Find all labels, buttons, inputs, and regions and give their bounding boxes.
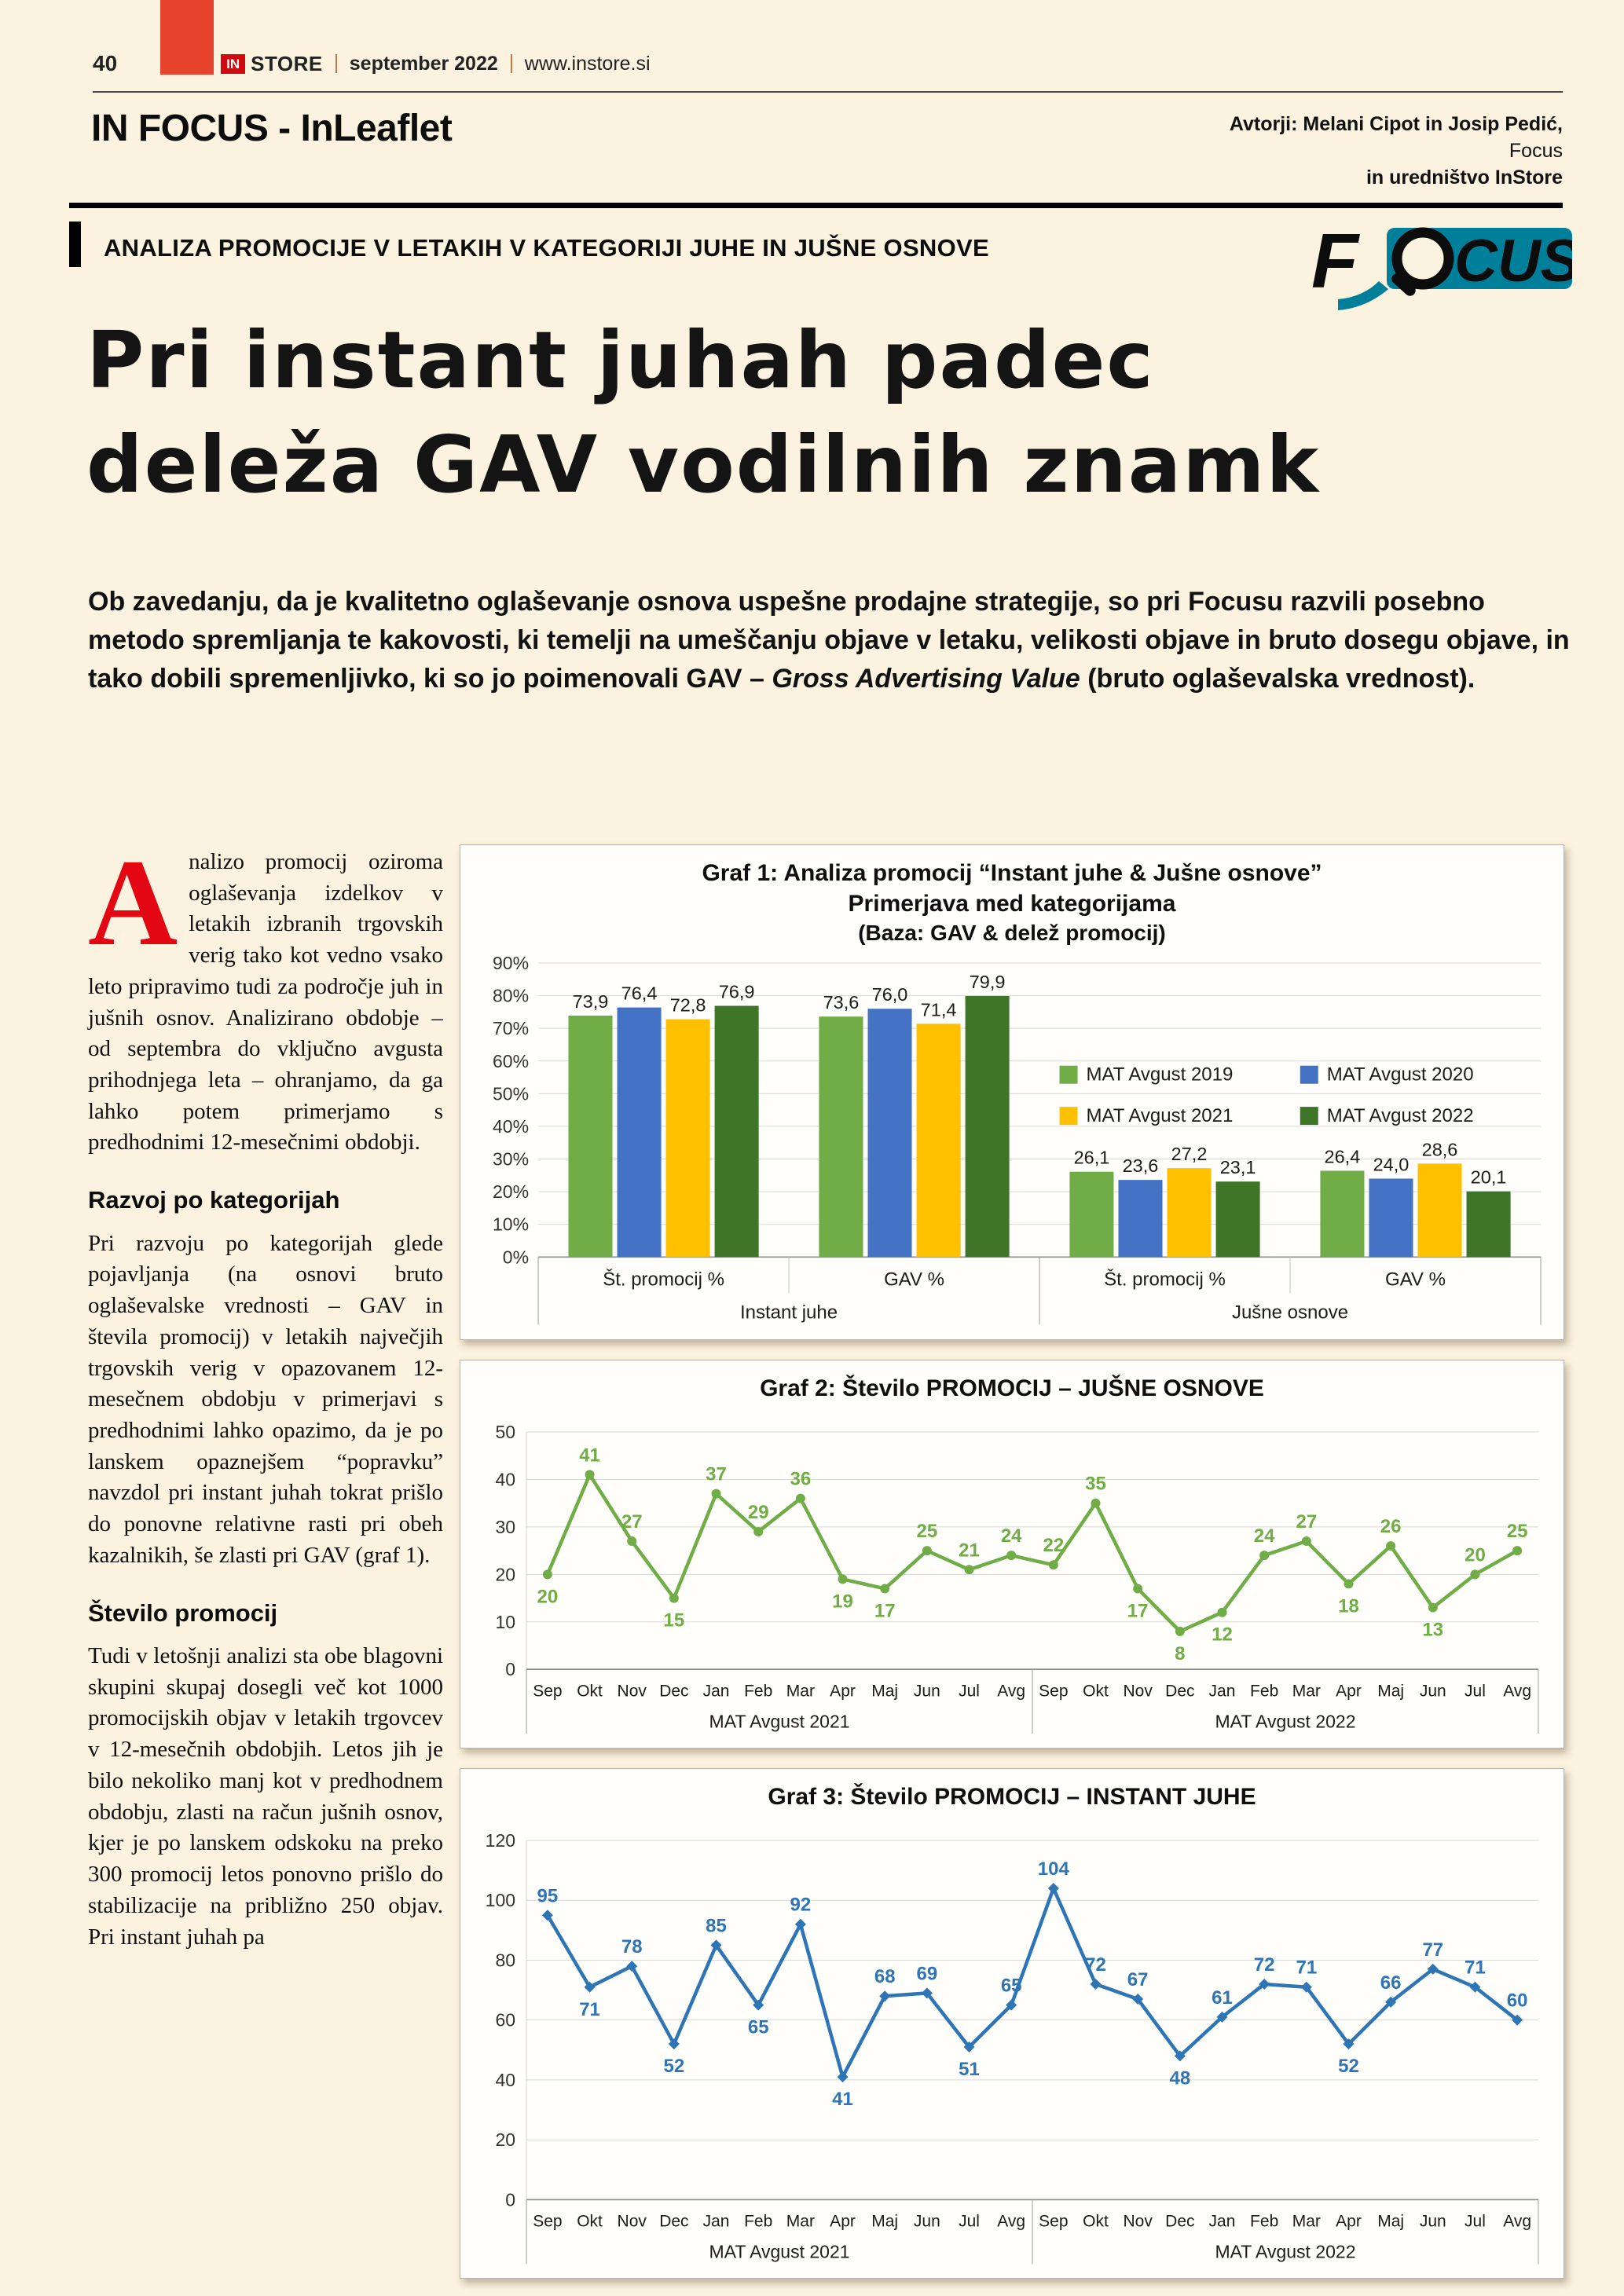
headline-line-2: deleža GAV vodilnih znamk [86, 419, 1320, 511]
svg-text:17: 17 [874, 1600, 896, 1622]
chart-box-graf2 [460, 1360, 1564, 1749]
svg-text:Jul: Jul [959, 1681, 980, 1700]
svg-text:Jul: Jul [1465, 1681, 1486, 1700]
focus-logo-letter-f: F [1311, 218, 1358, 304]
svg-text:Avg: Avg [997, 1681, 1026, 1700]
graf1-title-line1: Graf 1: Analiza promocij “Instant juhe & Jušne osnove” [702, 860, 1322, 886]
svg-text:Nov: Nov [1123, 1681, 1153, 1700]
divider [511, 54, 512, 73]
kicker-bar [69, 222, 81, 267]
svg-text:71: 71 [1465, 1957, 1486, 1979]
svg-text:24: 24 [1253, 1525, 1275, 1547]
svg-text:27: 27 [1296, 1511, 1318, 1532]
svg-text:79,9: 79,9 [969, 972, 1006, 993]
svg-text:25: 25 [1506, 1520, 1528, 1542]
issue-date: september 2022 [349, 52, 498, 75]
website-url: www.instore.si [524, 52, 651, 75]
svg-text:Feb: Feb [1250, 1681, 1279, 1700]
svg-text:77: 77 [1422, 1939, 1444, 1961]
svg-text:Jul: Jul [959, 2212, 980, 2231]
svg-text:20: 20 [1465, 1544, 1486, 1566]
graf2-title: Graf 2: Število PROMOCIJ – JUŠNE OSNOVE [760, 1375, 1264, 1401]
svg-text:Jun: Jun [913, 1681, 940, 1700]
svg-text:Dec: Dec [1165, 2212, 1195, 2231]
svg-text:Apr: Apr [1336, 1681, 1362, 1700]
focus-logo-graphic [1310, 211, 1572, 319]
graf1-title-line2: Primerjava med kategorijama [848, 891, 1176, 917]
svg-text:26,1: 26,1 [1073, 1148, 1110, 1169]
dropcap: A [88, 834, 178, 972]
authors-line: Focus [1509, 139, 1563, 162]
svg-text:30: 30 [495, 1516, 516, 1537]
svg-text:76,0: 76,0 [871, 984, 908, 1005]
svg-text:Jan: Jan [1208, 1681, 1236, 1700]
markers-and-labels [537, 1858, 1528, 2110]
svg-text:72: 72 [1253, 1954, 1275, 1976]
paragraph-razvoj: Pri razvoju po kategorijah glede pojavljanja (na osnovi bruto oglaševalske vrednosti – GAV in števila promocij) v letakih največjih trgovskih verig v opazovanem 12-mesečnem obdobju v primerjavi s predhodnimi lahko opazimo, da je po lanskem opaznejšem “popravku” navzdol pri instant juhah tokrat prišlo do ponovne relativne rasti pri obeh kazalnikih, še zlasti pri GAV (graf 1). [88, 1230, 443, 1568]
svg-text:71: 71 [579, 1998, 600, 2020]
svg-text:37: 37 [706, 1463, 727, 1485]
svg-text:Maj: Maj [1377, 2212, 1405, 2231]
svg-text:Sep: Sep [1039, 1681, 1069, 1700]
svg-text:Mar: Mar [1292, 2212, 1321, 2231]
svg-text:Št. promocij %: Št. promocij % [1104, 1269, 1226, 1291]
svg-text:MAT Avgust 2021: MAT Avgust 2021 [1086, 1105, 1234, 1127]
authors-line: Avtorji: Melani Cipot in Josip Pedić, [1229, 113, 1563, 135]
svg-text:17: 17 [1127, 1600, 1149, 1622]
svg-text:10%: 10% [493, 1214, 530, 1236]
svg-text:36: 36 [790, 1468, 812, 1490]
svg-text:Sep: Sep [533, 1681, 563, 1700]
svg-text:Apr: Apr [1336, 2212, 1362, 2231]
data-line [548, 1474, 1517, 1631]
svg-text:Dec: Dec [1165, 1681, 1195, 1700]
svg-text:76,4: 76,4 [621, 983, 658, 1004]
svg-text:Nov: Nov [617, 2212, 647, 2231]
svg-text:GAV %: GAV % [1385, 1269, 1446, 1291]
focus-logo [1310, 211, 1572, 319]
svg-text:Apr: Apr [830, 1681, 856, 1700]
svg-text:Jušne osnove: Jušne osnove [1231, 1302, 1349, 1324]
instore-logo-in-box: IN [221, 54, 245, 74]
svg-text:Okt: Okt [1083, 1681, 1109, 1700]
svg-text:Jul: Jul [1465, 2212, 1486, 2231]
svg-text:Maj: Maj [871, 1681, 899, 1700]
svg-text:80%: 80% [493, 985, 530, 1006]
svg-text:29: 29 [747, 1501, 769, 1523]
svg-text:40: 40 [495, 2069, 516, 2090]
svg-text:Jan: Jan [702, 2212, 730, 2231]
svg-text:MAT Avgust 2022: MAT Avgust 2022 [1215, 1711, 1356, 1732]
svg-text:Instant juhe: Instant juhe [739, 1302, 838, 1324]
svg-text:30%: 30% [493, 1148, 530, 1170]
lead-paragraph [88, 583, 1575, 698]
page-header [93, 47, 651, 80]
x-axis [538, 1258, 1541, 1325]
svg-text:70%: 70% [493, 1018, 530, 1039]
svg-text:21: 21 [959, 1540, 980, 1562]
svg-text:78: 78 [621, 1936, 643, 1958]
svg-text:Maj: Maj [871, 2212, 899, 2231]
svg-text:MAT Avgust 2021: MAT Avgust 2021 [709, 1711, 850, 1732]
svg-text:Jun: Jun [1419, 2212, 1446, 2231]
focus-logo-letters-cus: CUS [1454, 228, 1572, 295]
headline-line-1: Pri instant juhah padec [86, 314, 1155, 406]
svg-text:71,4: 71,4 [920, 999, 957, 1020]
svg-text:72: 72 [1085, 1954, 1106, 1976]
svg-text:13: 13 [1422, 1619, 1444, 1641]
svg-text:Dec: Dec [659, 2212, 689, 2231]
data-line [548, 1888, 1517, 2077]
divider [335, 54, 337, 73]
instore-logo-store: STORE [251, 51, 323, 75]
svg-text:27,2: 27,2 [1171, 1144, 1208, 1165]
svg-text:66: 66 [1380, 1972, 1402, 1994]
svg-text:Feb: Feb [744, 2212, 773, 2231]
svg-text:19: 19 [832, 1591, 853, 1613]
svg-text:41: 41 [832, 2089, 853, 2111]
svg-text:Jan: Jan [702, 1681, 730, 1700]
svg-text:73,6: 73,6 [823, 992, 860, 1013]
svg-text:73,9: 73,9 [572, 991, 609, 1013]
headline [86, 308, 1320, 517]
svg-text:52: 52 [663, 2056, 685, 2078]
subheading-razvoj: Razvoj po kategorijah [88, 1186, 340, 1214]
svg-text:Sep: Sep [533, 2212, 563, 2231]
svg-text:MAT Avgust 2019: MAT Avgust 2019 [1086, 1064, 1234, 1086]
svg-text:20: 20 [495, 1564, 516, 1585]
svg-text:61: 61 [1212, 1987, 1233, 2009]
svg-text:80: 80 [495, 1950, 516, 1971]
svg-text:41: 41 [579, 1445, 600, 1467]
gridlines [495, 1422, 1538, 1679]
svg-text:20: 20 [495, 2129, 516, 2151]
page-number: 40 [93, 51, 118, 75]
svg-text:Jan: Jan [1208, 2212, 1236, 2231]
svg-text:95: 95 [537, 1885, 559, 1907]
svg-text:18: 18 [1338, 1595, 1359, 1617]
svg-text:Okt: Okt [1083, 2212, 1109, 2231]
svg-text:Okt: Okt [577, 1681, 603, 1700]
svg-text:Nov: Nov [617, 1681, 647, 1700]
svg-text:8: 8 [1175, 1642, 1186, 1664]
svg-text:100: 100 [485, 1890, 516, 1911]
x-axis [526, 1669, 1538, 1734]
subheading-stevilo: Število promocij [88, 1598, 278, 1627]
svg-text:10: 10 [495, 1611, 516, 1632]
svg-text:20,1: 20,1 [1470, 1167, 1507, 1188]
instore-logo [221, 52, 323, 76]
svg-text:76,9: 76,9 [718, 981, 755, 1002]
svg-text:Nov: Nov [1123, 2212, 1153, 2231]
paragraph-text: nalizo promocij oziroma oglaševanja izdelkov v letakih izbranih trgovskih verig tako kot vedno vsako leto pripravimo tudi za področje juh in jušnih osnov. Analizirano obdobje – od septembra do vključno avgusta prihodnjega leta – ohranjamo, da ga lahko potem primerjamo s predhodnimi 12-mesečnimi obdobji. [88, 849, 443, 1155]
svg-text:Avg: Avg [997, 2212, 1026, 2231]
svg-text:23,6: 23,6 [1122, 1155, 1159, 1177]
svg-text:35: 35 [1085, 1473, 1106, 1495]
authors-block [1230, 112, 1563, 191]
svg-text:Mar: Mar [786, 1681, 815, 1700]
svg-text:Jun: Jun [913, 2212, 940, 2231]
graf1-bar-chart [471, 952, 1553, 1329]
svg-text:104: 104 [1037, 1858, 1069, 1880]
svg-text:67: 67 [1127, 1969, 1149, 1991]
svg-text:25: 25 [916, 1520, 938, 1542]
kicker-text: ANALIZA PROMOCIJE V LETAKIH V KATEGORIJI JUHE IN JUŠNE OSNOVE [104, 234, 989, 262]
svg-text:Avg: Avg [1503, 1681, 1532, 1700]
svg-text:MAT Avgust 2020: MAT Avgust 2020 [1326, 1064, 1474, 1086]
lead-text: Ob zavedanju, da je kvalitetno oglaševanje osnova uspešne prodajne strategije, so pri Focusu razvili posebno metodo spremljanja te kakovosti, ki temelji na umeščanju objave v letaku, velikosti objave in bruto dosegu objave, in tako dobili spremenljivko, ki so jo poimenovali GAV – [88, 587, 1570, 694]
graf3-line-chart [471, 1817, 1553, 2269]
svg-text:Okt: Okt [577, 2212, 603, 2231]
thick-rule [69, 203, 1563, 208]
svg-text:26,4: 26,4 [1324, 1146, 1361, 1167]
lead-text: (bruto oglaševalska vrednost). [1080, 663, 1476, 694]
gridlines [486, 1830, 1538, 2210]
svg-text:GAV %: GAV % [884, 1269, 944, 1291]
svg-text:Apr: Apr [830, 2212, 856, 2231]
svg-text:0%: 0% [502, 1247, 530, 1268]
svg-text:MAT Avgust 2022: MAT Avgust 2022 [1215, 2241, 1356, 2262]
graf2-line-chart [471, 1408, 1553, 1738]
svg-text:Št. promocij %: Št. promocij % [603, 1269, 724, 1291]
svg-text:MAT Avgust 2022: MAT Avgust 2022 [1326, 1105, 1474, 1127]
svg-text:15: 15 [663, 1609, 685, 1631]
svg-text:12: 12 [1212, 1624, 1233, 1646]
svg-text:52: 52 [1338, 2056, 1359, 2078]
svg-text:50%: 50% [493, 1083, 530, 1104]
header-rule [93, 91, 1563, 93]
paragraph-intro [88, 834, 443, 1159]
svg-text:120: 120 [485, 1830, 516, 1851]
svg-text:51: 51 [959, 2059, 980, 2081]
svg-text:24: 24 [1000, 1525, 1022, 1547]
svg-text:Dec: Dec [659, 1681, 689, 1700]
svg-text:0: 0 [505, 2189, 516, 2210]
svg-text:Mar: Mar [1292, 1681, 1321, 1700]
charts-column [460, 844, 1564, 2296]
svg-text:MAT Avgust 2021: MAT Avgust 2021 [709, 2241, 850, 2262]
svg-text:71: 71 [1296, 1957, 1318, 1979]
paragraph-stevilo: Tudi v letošnji analizi sta obe blagovni skupini skupaj dosegli več kot 1000 promocijskih objav v letakih trgovcev v 12-mesečnih obdobjih. Letos jih je bilo nekoliko manj kot v predhodnem obdobju, zlasti na račun jušnih osnov, kjer je po lanskem odskoku na preko 300 promocij letos ponovno prišlo do stabilizacije na približno 250 objav. Pri instant juhah pa [88, 1643, 443, 1950]
svg-text:Maj: Maj [1377, 1681, 1405, 1700]
svg-text:90%: 90% [493, 953, 530, 974]
svg-text:65: 65 [1000, 1975, 1022, 1997]
magnifier-lens-icon [1397, 233, 1449, 284]
svg-text:69: 69 [916, 1963, 938, 1985]
svg-text:0: 0 [505, 1658, 516, 1679]
svg-text:40: 40 [495, 1469, 516, 1490]
svg-text:92: 92 [790, 1894, 812, 1916]
svg-text:Feb: Feb [744, 1681, 773, 1700]
svg-text:Avg: Avg [1503, 2212, 1532, 2231]
svg-text:26: 26 [1380, 1515, 1402, 1537]
svg-text:27: 27 [621, 1511, 643, 1532]
section-title: IN FOCUS - InLeaflet [91, 108, 453, 149]
legend [1060, 1064, 1474, 1126]
chart-box-graf3 [460, 1768, 1564, 2279]
lead-italic-term: Gross Advertising Value [772, 663, 1080, 694]
svg-text:85: 85 [706, 1915, 727, 1937]
svg-text:Feb: Feb [1250, 2212, 1279, 2231]
svg-text:48: 48 [1169, 2067, 1191, 2089]
svg-text:Sep: Sep [1039, 2212, 1069, 2231]
svg-text:60: 60 [495, 2009, 516, 2031]
svg-text:23,1: 23,1 [1219, 1157, 1256, 1178]
svg-text:60%: 60% [493, 1051, 530, 1072]
svg-text:Mar: Mar [786, 2212, 815, 2231]
svg-text:20%: 20% [493, 1181, 530, 1203]
chart-box-graf1 [460, 844, 1564, 1340]
svg-text:68: 68 [874, 1966, 896, 1988]
svg-text:28,6: 28,6 [1421, 1139, 1458, 1160]
svg-text:20: 20 [537, 1586, 559, 1608]
svg-text:50: 50 [495, 1421, 516, 1442]
svg-text:40%: 40% [493, 1116, 530, 1137]
svg-text:Jun: Jun [1419, 1681, 1446, 1700]
svg-text:24,0: 24,0 [1373, 1154, 1410, 1175]
graf1-title-line3: (Baza: GAV & delež promocij) [858, 921, 1166, 945]
svg-text:22: 22 [1043, 1534, 1065, 1556]
svg-text:65: 65 [747, 2016, 769, 2038]
authors-line: in uredništvo InStore [1366, 166, 1563, 189]
svg-text:72,8: 72,8 [669, 994, 706, 1016]
svg-text:60: 60 [1506, 1990, 1528, 2012]
x-axis [526, 2199, 1538, 2264]
article-column [88, 834, 443, 1953]
graf3-title: Graf 3: Število PROMOCIJ – INSTANT JUHE [768, 1784, 1256, 1811]
